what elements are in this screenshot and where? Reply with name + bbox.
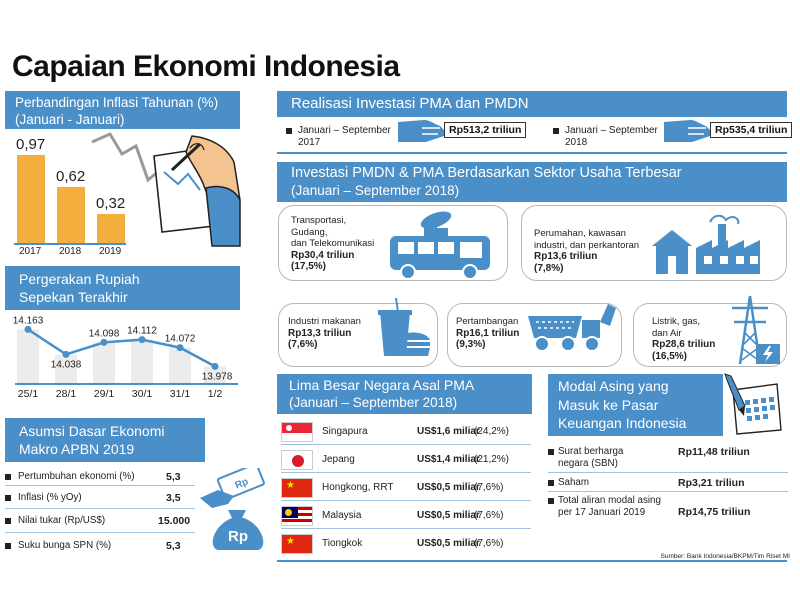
sector-label: Perumahan, kawasan: [534, 228, 626, 239]
rupiah-point: [101, 339, 108, 346]
sector-label: dan Air: [652, 327, 682, 339]
sector-percent: (7,8%): [534, 262, 564, 274]
country-value: US$1,6 miliar: [417, 426, 480, 437]
asumsi-heading-2: Makro APBN 2019: [19, 441, 135, 457]
modal-value: Rp3,21 triliun: [678, 477, 745, 489]
modal-row: [548, 495, 788, 519]
country-percent: (7,6%): [474, 510, 504, 521]
rupiah-day-label: 29/1: [93, 388, 115, 400]
money-bag-text: Rp: [228, 528, 248, 545]
rupiah-day-label: 30/1: [131, 388, 153, 400]
country-row: [281, 420, 531, 442]
divider: [5, 508, 195, 509]
country-percent: (24,2%): [474, 426, 510, 437]
asumsi-row: [5, 471, 195, 482]
rupiah-day-label: 31/1: [169, 388, 191, 400]
hand-writing-chart-icon: [88, 128, 243, 248]
sector-label: industri, dan perkantoran: [534, 239, 640, 251]
bullet-icon: [286, 128, 292, 134]
sector-label: Pertambangan: [456, 316, 519, 327]
bus-satellite-icon: [384, 206, 496, 282]
rupiah-value-label: 14.098: [88, 328, 120, 340]
negara-header: [277, 374, 532, 414]
divider: [281, 444, 531, 445]
realisasi-period-line1: Januari – September: [298, 125, 391, 136]
rupiah-column: [131, 340, 153, 383]
country-value: US$0,5 miliar: [417, 482, 480, 493]
inflation-bar-label: 0,32: [96, 195, 126, 212]
inflation-year-label: 2019: [99, 246, 122, 257]
rupiah-day-label: 1/2: [207, 388, 223, 400]
singapore-flag-icon: [281, 422, 313, 442]
country-row: [281, 448, 531, 470]
bullet-icon: [548, 449, 554, 455]
country-row: [281, 476, 531, 498]
sector-amount: Rp16,1 triliun: [456, 327, 520, 339]
inflation-bar: [17, 155, 45, 243]
inflation-bar-label: 0,62: [56, 168, 86, 185]
rupiah-axis: [15, 383, 238, 385]
modal-row: [548, 446, 788, 470]
sector-transport-text: [291, 215, 374, 273]
asumsi-header: [5, 418, 205, 462]
realisasi-period-line2: 2017: [298, 137, 321, 148]
rupiah-point: [139, 336, 146, 343]
rupiah-point: [177, 344, 184, 351]
country-percent: (21,2%): [474, 454, 510, 465]
sector-makanan-text: [288, 316, 361, 351]
sector-amount: Rp13,3 triliun: [288, 327, 352, 339]
modal-label-line1: Surat berharga: [558, 446, 624, 457]
country-row: [281, 504, 531, 526]
divider: [281, 500, 531, 501]
sektor-heading: Investasi PMDN & PMA Berdasarkan Sektor Usaha Terbesar: [291, 165, 682, 181]
hand-icon: [662, 116, 712, 146]
asumsi-label: Suku bunga SPN (%): [18, 540, 112, 551]
country-name: Jepang: [322, 454, 355, 465]
source-note: Sumber: Bank Indonesia/BKPM/Tim Riset MI: [660, 553, 790, 560]
modal-heading-3: Keuangan Indonesia: [558, 415, 687, 431]
rupiah-heading-1: Pergerakan Rupiah: [19, 271, 140, 287]
inflation-subheading: (Januari - Januari): [15, 112, 125, 127]
sector-percent: (16,5%): [652, 350, 688, 362]
country-row: [281, 532, 531, 554]
divider: [548, 472, 788, 473]
sektor-subheading: (Januari – September 2018): [291, 183, 460, 198]
bullet-icon: [5, 474, 11, 480]
bottom-divider: [277, 560, 787, 562]
country-percent: (7,6%): [474, 482, 504, 493]
country-name: Singapura: [322, 426, 368, 437]
modal-label: Saham: [558, 477, 590, 488]
country-value: US$0,5 miliar: [417, 538, 480, 549]
realisasi-period: [286, 125, 396, 149]
pen-document-icon: [723, 372, 785, 436]
country-name: Hongkong, RRT: [322, 482, 394, 493]
rupiah-value-label: 14.163: [12, 315, 44, 327]
food-drink-icon: [376, 296, 432, 364]
realisasi-amount: Rp513,2 triliun: [444, 122, 526, 138]
realisasi-period: [553, 125, 663, 149]
hongkong-flag-icon: ★: [281, 478, 313, 498]
realisasi-amount: Rp535,4 triliun: [710, 122, 792, 138]
hand-icon: [396, 116, 446, 146]
rupiah-day-label: 28/1: [55, 388, 77, 400]
inflation-heading: Perbandingan Inflasi Tahunan (%): [15, 95, 219, 110]
modal-value: Rp11,48 triliun: [678, 446, 750, 458]
divider: [5, 532, 195, 533]
rupiah-line-chart: [0, 310, 245, 405]
rupiah-value-label: 14.038: [50, 359, 82, 371]
modal-heading-2: Masuk ke Pasar: [558, 396, 659, 413]
rupiah-header: [5, 266, 240, 310]
china-flag-icon: ★: [281, 534, 313, 554]
inflation-bar-label: 0,97: [16, 136, 46, 153]
sector-perumahan-text: [534, 228, 639, 274]
rupiah-value-label: 14.112: [127, 325, 157, 337]
asumsi-row: [5, 515, 195, 526]
bullet-icon: [5, 518, 11, 524]
sektor-header: [277, 162, 787, 202]
country-name: Tiongkok: [322, 538, 363, 549]
bullet-icon: [5, 495, 11, 501]
sector-amount: Rp30,4 triliun: [291, 249, 355, 261]
bullet-icon: [548, 498, 554, 504]
asumsi-value: 5,3: [166, 539, 181, 552]
bullet-icon: [553, 128, 559, 134]
country-value: US$0,5 miliar: [417, 510, 480, 521]
sector-label: dan Telekomunikasi: [291, 238, 375, 249]
realisasi-period-line2: 2018: [565, 137, 588, 148]
sector-listrik-text: [652, 316, 715, 362]
money-bag-icon: [198, 468, 274, 552]
sector-percent: (17,5%): [291, 261, 327, 272]
asumsi-label: Pertumbuhan ekonomi (%): [18, 471, 135, 482]
sector-amount: Rp13,6 triliun: [534, 251, 598, 262]
rupiah-column: [93, 342, 115, 383]
modal-value: Rp14,75 triliun: [678, 506, 751, 518]
inflation-year-label: 2018: [59, 246, 82, 257]
bullet-icon: [5, 543, 11, 549]
modal-heading-1: Modal Asing yang: [558, 378, 669, 394]
negara-subheading: (Januari – September 2018): [289, 395, 458, 410]
rupiah-value-label: 13.978: [201, 371, 233, 383]
modal-label-line2: negara (SBN): [558, 458, 618, 469]
asumsi-value: 15.000: [158, 514, 191, 527]
realisasi-heading: Realisasi Investasi PMA dan PMDN: [291, 95, 529, 112]
asumsi-value: 3,5: [166, 491, 181, 504]
asumsi-heading-1: Asumsi Dasar Ekonomi: [19, 423, 165, 439]
realisasi-period-line1: Januari – September: [565, 125, 658, 136]
sector-percent: (9,3%): [456, 339, 486, 350]
sector-label: Gudang,: [291, 226, 328, 238]
modal-label: [558, 446, 623, 470]
divider: [5, 485, 195, 486]
asumsi-row: [5, 540, 195, 551]
divider: [281, 528, 531, 529]
page-title: Capaian Ekonomi Indonesia: [12, 50, 400, 83]
negara-heading: Lima Besar Negara Asal PMA: [289, 377, 475, 393]
country-name: Malaysia: [322, 510, 362, 521]
bullet-icon: [548, 480, 554, 486]
power-tower-icon: [726, 292, 782, 366]
country-percent: (7,6%): [474, 538, 504, 549]
rupiah-point: [63, 351, 70, 358]
rupiah-day-label: 25/1: [17, 388, 39, 400]
malaysia-flag-icon: [281, 506, 313, 526]
inflation-header: [5, 91, 240, 129]
divider: [281, 472, 531, 473]
modal-label: [558, 495, 661, 519]
rupiah-point: [212, 363, 219, 370]
inflation-bar: [57, 187, 85, 243]
sector-percent: (7,6%): [288, 339, 318, 350]
banknote-text: Rp: [233, 476, 251, 492]
inflation-year-label: 2017: [19, 246, 42, 257]
japan-flag-icon: [281, 450, 313, 470]
modal-header: [548, 374, 723, 436]
rupiah-value-label: 14.072: [164, 333, 196, 345]
modal-row: [548, 477, 788, 491]
asumsi-label: Inflasi (% yOy): [18, 492, 82, 503]
country-value: US$1,4 miliar: [417, 454, 480, 465]
sector-label: Industri makanan: [288, 316, 361, 327]
modal-label-line1: Total aliran modal asing: [558, 495, 661, 506]
sector-tambang-text: [456, 316, 519, 351]
sector-label: Transportasi,: [291, 215, 347, 226]
asumsi-label: Nilai tukar (Rp/US$): [18, 515, 106, 526]
rupiah-heading-2: Sepekan Terakhir: [19, 289, 128, 305]
rupiah-column: [17, 329, 39, 383]
sector-label: Listrik, gas,: [652, 316, 701, 327]
sector-amount: Rp28,6 triliun: [652, 339, 716, 350]
divider: [277, 152, 787, 154]
modal-label-line2: per 17 Januari 2019: [558, 507, 646, 518]
asumsi-row: [5, 492, 195, 503]
house-factory-icon: [650, 212, 778, 278]
asumsi-value: 5,3: [166, 470, 181, 483]
rupiah-point: [25, 326, 32, 333]
realisasi-header: [277, 91, 787, 117]
divider: [548, 491, 788, 492]
mining-truck-icon: [524, 298, 620, 356]
